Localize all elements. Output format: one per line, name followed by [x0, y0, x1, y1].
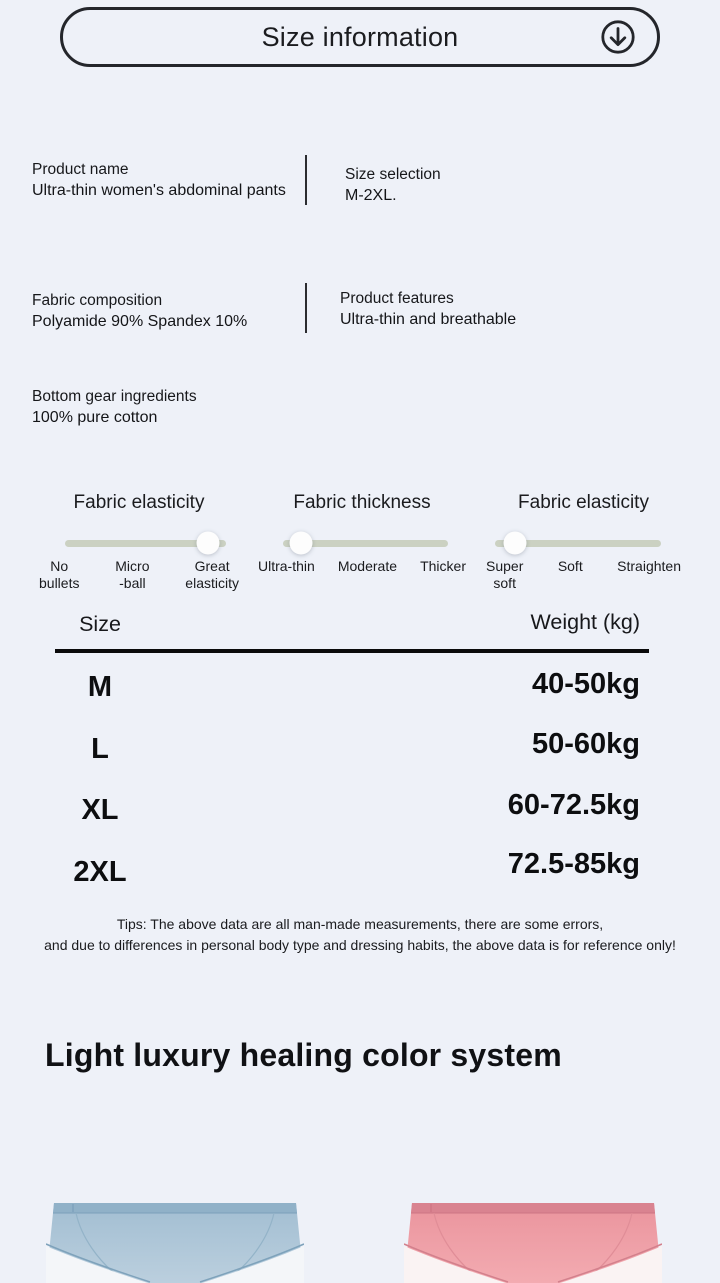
blue-pants-image	[46, 1200, 304, 1283]
circle-down-arrow-icon[interactable]	[599, 18, 637, 56]
table-row-weight: 50-60kg	[531, 728, 640, 760]
spec-bottom-gear	[32, 386, 197, 429]
vertical-divider	[305, 155, 307, 205]
spec-label: Fabric composition	[32, 292, 163, 309]
spec-product-features	[340, 288, 516, 331]
table-row-weight: 60-72.5kg	[507, 789, 640, 821]
table-row-weight: 40-50kg	[531, 668, 640, 700]
size-information-header[interactable]	[60, 7, 660, 67]
slider-track-wrap	[39, 532, 239, 554]
spec-value: M-2XL.	[345, 187, 397, 204]
slider-labels	[486, 558, 681, 592]
slider-track-wrap	[258, 532, 466, 554]
page-title: Size information	[261, 21, 459, 52]
slider-knob[interactable]	[290, 532, 313, 555]
slider-labels	[39, 558, 239, 592]
table-row-size: L	[91, 733, 109, 765]
spec-label: Product features	[340, 290, 454, 307]
slider-knob[interactable]	[197, 532, 220, 555]
spec-label: Product name	[32, 161, 129, 178]
vertical-divider	[305, 283, 307, 333]
slider-fabric-elasticity-2	[486, 492, 681, 592]
spec-label: Bottom gear ingredients	[32, 388, 197, 405]
slider-label: Micro -ball	[115, 558, 150, 591]
slider-label: Moderate	[337, 558, 398, 574]
slider-label: Soft	[557, 558, 583, 574]
spec-value: Polyamide 90% Spandex 10%	[32, 313, 248, 330]
slider-fabric-elasticity-1	[39, 492, 239, 592]
table-row-weight: 72.5-85kg	[507, 848, 640, 880]
spec-value: Ultra-thin and breathable	[340, 311, 517, 328]
slider-label: No bullets	[39, 558, 80, 591]
slider-title: Fabric elasticity	[518, 492, 649, 513]
table-row-size: XL	[81, 794, 119, 826]
spec-size-selection	[345, 164, 441, 207]
table-header-weight: Weight (kg)	[530, 610, 640, 634]
spec-product-name	[32, 159, 286, 202]
slider-title: Fabric elasticity	[73, 492, 205, 513]
table-divider	[55, 649, 649, 653]
slider-title: Fabric thickness	[293, 492, 431, 513]
table-row-size: M	[87, 671, 113, 703]
slider-label: Thicker	[420, 558, 466, 574]
slider-fabric-thickness	[258, 492, 466, 575]
spec-label: Size selection	[345, 166, 441, 183]
slider-labels	[258, 558, 466, 575]
tips-line-2: and due to differences in personal body type and dressing habits, the above data is for reference only!	[44, 936, 676, 953]
slider-label: Super soft	[486, 558, 524, 591]
slider-track-wrap	[486, 532, 681, 554]
table-header-size: Size	[79, 612, 121, 636]
tips-line-1: Tips: The above data are all man-made measurements, there are some errors,	[116, 916, 604, 932]
slider-knob[interactable]	[504, 532, 527, 555]
slider-label: Great elasticity	[185, 558, 239, 591]
spec-fabric-composition	[32, 290, 247, 333]
pink-pants-image	[404, 1200, 662, 1283]
tips-note	[0, 914, 720, 955]
slider-label: Straighten	[617, 558, 681, 574]
spec-value: 100% pure cotton	[32, 409, 158, 426]
table-row-size: 2XL	[73, 856, 127, 888]
color-section-title: Light luxury healing color system	[45, 1037, 562, 1073]
spec-value: Ultra-thin women's abdominal pants	[32, 182, 286, 199]
slider-label: Ultra-thin	[258, 558, 315, 574]
